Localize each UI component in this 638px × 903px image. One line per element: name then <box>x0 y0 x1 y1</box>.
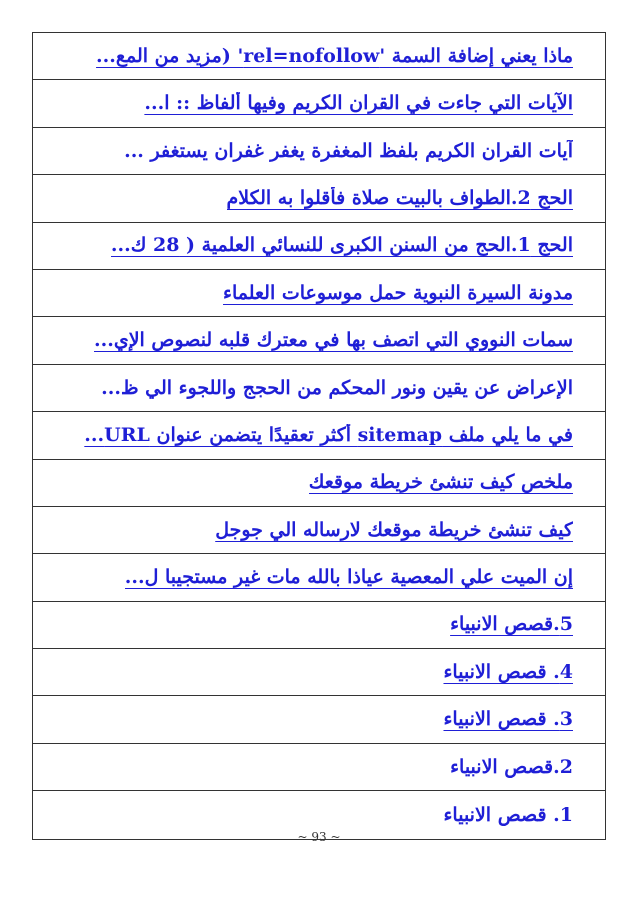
table-row <box>33 317 605 364</box>
table-row-link[interactable]: كيف تنشئ خريطة موقعك لارساله الي جوجل <box>215 518 573 541</box>
table-row-link[interactable]: ملخص كيف تنشئ خريطة موقعك <box>308 471 573 494</box>
table-row <box>33 33 605 80</box>
table-row-link[interactable]: الحج 2.الطواف بالبيت صلاة فأقلوا به الكلام <box>226 186 573 209</box>
table-row <box>33 460 605 507</box>
table-row-link[interactable]: الآيات التي جاءت في القران الكريم وفيها ألفاظ :: ا... <box>144 92 573 115</box>
table-row-link[interactable]: ماذا يعني إضافة السمة 'rel=nofollow' (مزيد من المع... <box>96 44 573 67</box>
table-row-link[interactable]: الإعراض عن يقين ونور المحكم من الحجج واللجوء الي ظ... <box>101 376 573 399</box>
table-row-link[interactable]: آيات القران الكريم بلفظ المغفرة يغفر غفران يستغفر ... <box>124 139 573 162</box>
table-row <box>33 696 605 743</box>
table-row <box>33 507 605 554</box>
table-row-link[interactable]: في ما يلي ملف sitemap أكثر تعقيدًا يتضمن عنوان URL... <box>84 423 573 446</box>
table-row <box>33 223 605 270</box>
table-row <box>33 175 605 222</box>
table-row-link[interactable]: 1. قصص الانبياء <box>443 803 573 826</box>
table-row <box>33 270 605 317</box>
table-row <box>33 602 605 649</box>
table-row <box>33 554 605 601</box>
table-row <box>33 128 605 175</box>
table-row-link[interactable]: إن الميت علي المعصية عياذا بالله مات غير مستجيبا ل... <box>124 566 573 589</box>
table-row <box>33 412 605 459</box>
table-row <box>33 744 605 791</box>
table-row-link[interactable]: 2.قصص الانبياء <box>450 755 573 778</box>
table-row-link[interactable]: سمات النووي التي اتصف بها في معترك قلبه لنصوص الإي... <box>93 329 573 352</box>
table-row-link[interactable]: مدونة السيرة النبوية حمل موسوعات العلماء <box>223 281 573 304</box>
table-row-link[interactable]: 5.قصص الانبياء <box>450 613 573 636</box>
table-row <box>33 80 605 127</box>
page-number: ~ 93 ~ <box>297 830 341 844</box>
table-row-link[interactable]: 4. قصص الانبياء <box>443 660 573 683</box>
table-row-link[interactable]: الحج 1.الحج من السنن الكبرى للنسائي العلمية ( 28 ك... <box>110 234 573 257</box>
table-row <box>33 649 605 696</box>
table-row <box>33 365 605 412</box>
links-table <box>32 32 606 840</box>
table-row-link[interactable]: 3. قصص الانبياء <box>443 708 573 731</box>
